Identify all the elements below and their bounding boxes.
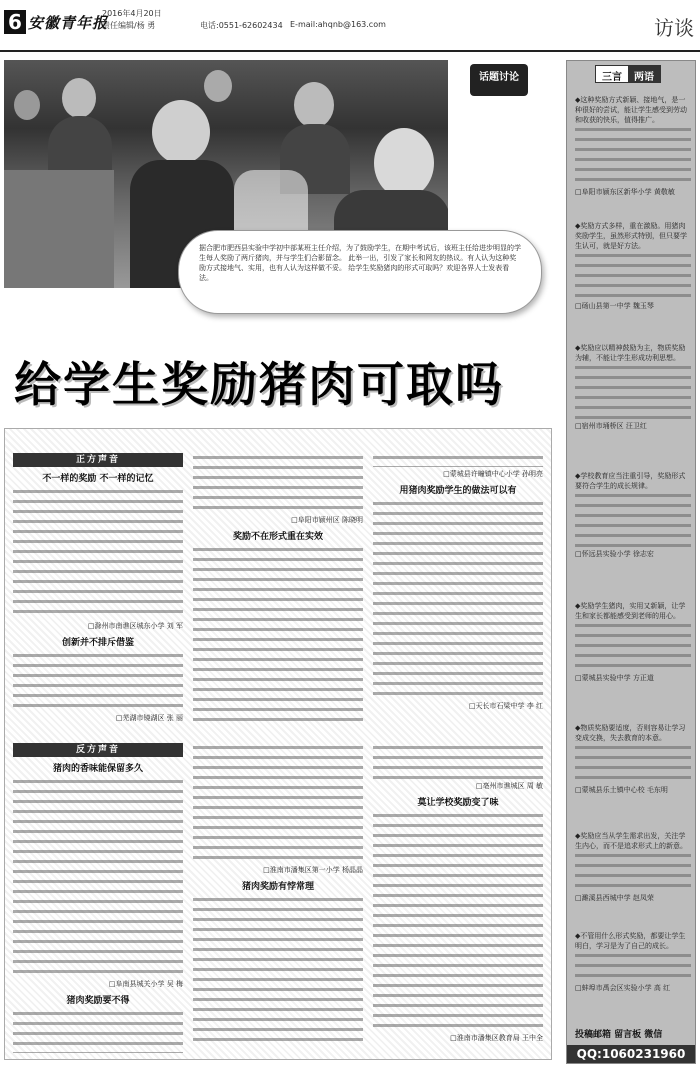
con-article-3-title: 猪肉奖励有悖常理 — [241, 882, 314, 892]
page-header — [0, 0, 700, 52]
con-article-3-sig: □亳州市谯城区 周 敏 — [475, 782, 543, 790]
section-label: 访谈 — [654, 16, 694, 40]
con-column-3 — [373, 743, 543, 1053]
sidebar-item: ◆学校教育应当注重引导，奖励形式要符合学生的成长规律。 □怀远县实验小学 徐志宏 — [575, 471, 691, 559]
pro-article-5-sig: □天长市石梁中学 李 红 — [468, 702, 543, 710]
con-column-1 — [13, 743, 183, 1053]
sidebar-item: ◆物质奖励要适度，否则容易让学习变成交换，失去教育的本意。 □蒙城县乐土镇中心校 毛东明 — [575, 723, 691, 795]
con-article-1-sig: □阜南县城关小学 吴 梅 — [108, 980, 183, 988]
pro-article-2-title: 创新并不排斥借鉴 — [61, 638, 134, 648]
con-column-2 — [193, 743, 363, 1053]
qq-contact: QQ:1060231960 — [567, 1045, 695, 1063]
pro-article-3-sig: □阜阳市颍州区 陈晓明 — [291, 516, 363, 524]
page-number: 6 — [4, 10, 26, 34]
pro-section-bar: 正方声音 — [13, 453, 183, 467]
intro-caption — [178, 230, 542, 314]
sidebar-item: ◆奖励学生猪肉，实用又新颖，让学生和家长都能感受到老师的用心。 □蒙城县实验中学 方正道 — [575, 601, 691, 683]
con-article-2-sig: □淮南市潘集区第一小学 杨晶晶 — [263, 866, 363, 874]
pro-article-5-title: 用猪肉奖励学生的做法可以有 — [399, 486, 517, 496]
topic-badge: 话题讨论 — [470, 64, 528, 96]
sidebar-comments — [566, 60, 696, 1064]
sidebar-header — [595, 65, 661, 83]
article-body — [4, 428, 552, 1060]
email-line: E-mail:ahqnb@163.com — [290, 20, 386, 29]
headline: 给学生奖励猪肉可取吗 — [14, 358, 504, 413]
con-article-4-title: 莫让学校奖励变了味 — [417, 798, 499, 808]
pro-article-1-title: 不一样的奖励 不一样的记忆 — [42, 474, 154, 484]
sidebar-tag-left: 三言 — [596, 66, 628, 82]
pro-article-4-sig: □蒙城县许疃镇中心小学 孙明亮 — [443, 470, 543, 478]
pro-column-1 — [13, 453, 183, 735]
pro-column-3 — [373, 453, 543, 735]
sidebar-item: ◆奖励方式多样，重在激励。用猪肉奖励学生，虽然形式特别，但只要学生认可，就是好方法。 □砀山县第一中学 魏玉琴 — [575, 221, 691, 311]
date-line: 2016年4月20日 — [102, 9, 162, 18]
sidebar-item: ◆这种奖励方式新颖、接地气，是一种很好的尝试，能让学生感受到劳动和收获的快乐，值得推广。 □阜阳市颍东区新华小学 黄敬敏 — [575, 95, 691, 197]
sidebar-footer: 投稿邮箱 留言板 微信 — [575, 1030, 663, 1040]
con-article-4-sig: □淮南市潘集区教育局 王中全 — [450, 1034, 543, 1042]
pro-article-1-sig: □滁州市南谯区城东小学 刘 军 — [87, 622, 183, 630]
pro-article-4-title: 奖励不在形式重在实效 — [232, 532, 323, 542]
sidebar-item: ◆奖励应当从学生需求出发，关注学生内心，而不是追求形式上的新意。 □濉溪县西城中学 赵凤荣 — [575, 831, 691, 903]
masthead: 安徽青年报 — [28, 14, 109, 32]
pro-column-2 — [193, 453, 363, 735]
caption-line-3: 给学生奖励猪肉的形式可取吗？欢迎各界人士发表看法。 — [199, 264, 510, 282]
con-article-2-title: 猪肉奖励要不得 — [66, 996, 130, 1006]
sidebar-item: ◆奖励应以精神鼓励为主，物质奖励为辅，不能让学生形成功利思想。 □宿州市埇桥区 汪卫红 — [575, 343, 691, 431]
sidebar-tag-right: 两语 — [628, 66, 660, 82]
con-article-1-title: 猪肉的香味能保留多久 — [52, 764, 143, 774]
caption-line-2: 此举一出，引发了家长和网友的热议。有人认为这种奖励方式接地气、实用，也有人认为这样做不妥。 — [199, 254, 517, 272]
sidebar-item: ◆不管用什么形式奖励，都要让学生明白，学习是为了自己的成长。 □蚌埠市禹会区实验小学 高 红 — [575, 931, 691, 993]
pro-article-2-sig: □芜湖市镜湖区 张 丽 — [115, 714, 183, 722]
editor-line: 责任编辑/杨 勇 — [102, 21, 156, 30]
phone-line: 电话:0551-62602434 — [200, 21, 283, 30]
con-section-bar: 反方声音 — [13, 743, 183, 757]
caption-line-1: 据合肥市肥西县实验中学初中部某班主任介绍，为了鼓励学生，在期中考试后，该班主任给进步明显的学生每人奖励了两斤猪肉，并与学生们合影留念。 — [199, 244, 521, 262]
